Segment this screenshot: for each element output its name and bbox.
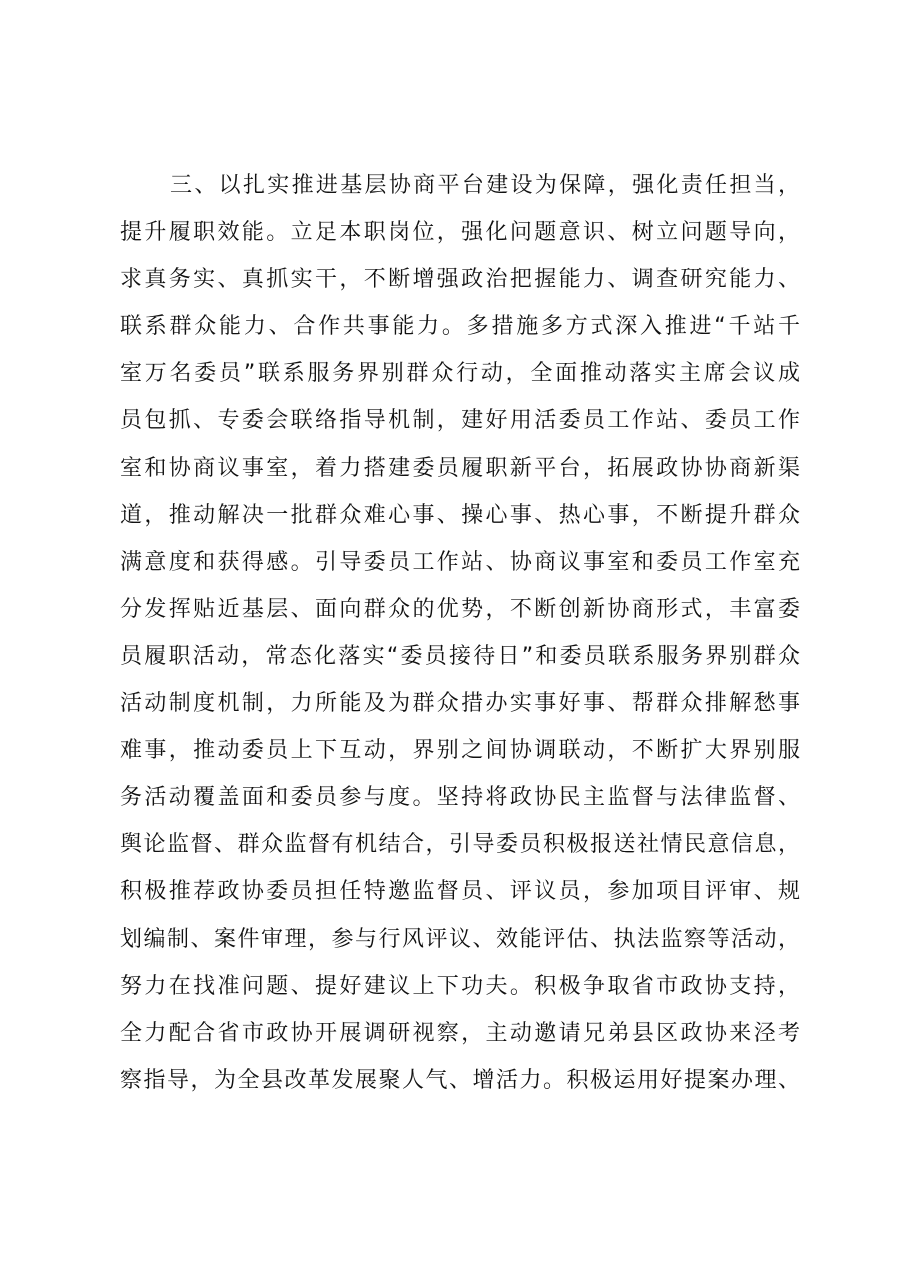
text-line: 室和协商议事室，着力搭建委员履职新平台，拓展政协协商新渠 [120, 455, 800, 481]
text-line: 三、以扎实推进基层协商平台建设为保障，强化责任担当， [170, 173, 800, 198]
text-line: 活动制度机制，力所能及为群众措办实事好事、帮群众排解愁事 [120, 691, 800, 717]
text-line: 道，推动解决一批群众难心事、操心事、热心事，不断提升群众 [120, 502, 800, 528]
text-line: 室万名委员”联系服务界别群众行动，全面推动落实主席会议成 [120, 361, 800, 387]
text-line: 务活动覆盖面和委员参与度。坚持将政协民主监督与法律监督、 [120, 785, 800, 811]
text-line: 积极推荐政协委员担任特邀监督员、评议员，参加项目评审、规 [120, 879, 800, 905]
text-line: 划编制、案件审理，参与行风评议、效能评估、执法监察等活动， [120, 926, 800, 952]
text-line: 努力在找准问题、提好建议上下功夫。积极争取省市政协支持， [120, 973, 800, 999]
text-line: 员包抓、专委会联络指导机制，建好用活委员工作站、委员工作 [120, 408, 800, 434]
text-line: 求真务实、真抓实干，不断增强政治把握能力、调查研究能力、 [120, 267, 800, 293]
text-line: 察指导，为全县改革发展聚人气、增活力。积极运用好提案办理、 [120, 1067, 800, 1093]
text-line: 提升履职效能。立足本职岗位，强化问题意识、树立问题导向， [120, 220, 800, 246]
text-line: 分发挥贴近基层、面向群众的优势，不断创新协商形式，丰富委 [120, 596, 800, 622]
text-line: 全力配合省市政协开展调研视察，主动邀请兄弟县区政协来泾考 [120, 1020, 800, 1046]
text-line: 员履职活动，常态化落实“委员接待日”和委员联系服务界别群众 [120, 643, 800, 669]
text-line: 难事，推动委员上下互动，界别之间协调联动，不断扩大界别服 [120, 738, 800, 764]
text-line: 满意度和获得感。引导委员工作站、协商议事室和委员工作室充 [120, 549, 800, 575]
text-line: 联系群众能力、合作共事能力。多措施多方式深入推进“千站千 [120, 314, 800, 340]
text-line: 舆论监督、群众监督有机结合，引导委员积极报送社情民意信息， [120, 832, 800, 858]
body-paragraph [120, 162, 800, 1104]
